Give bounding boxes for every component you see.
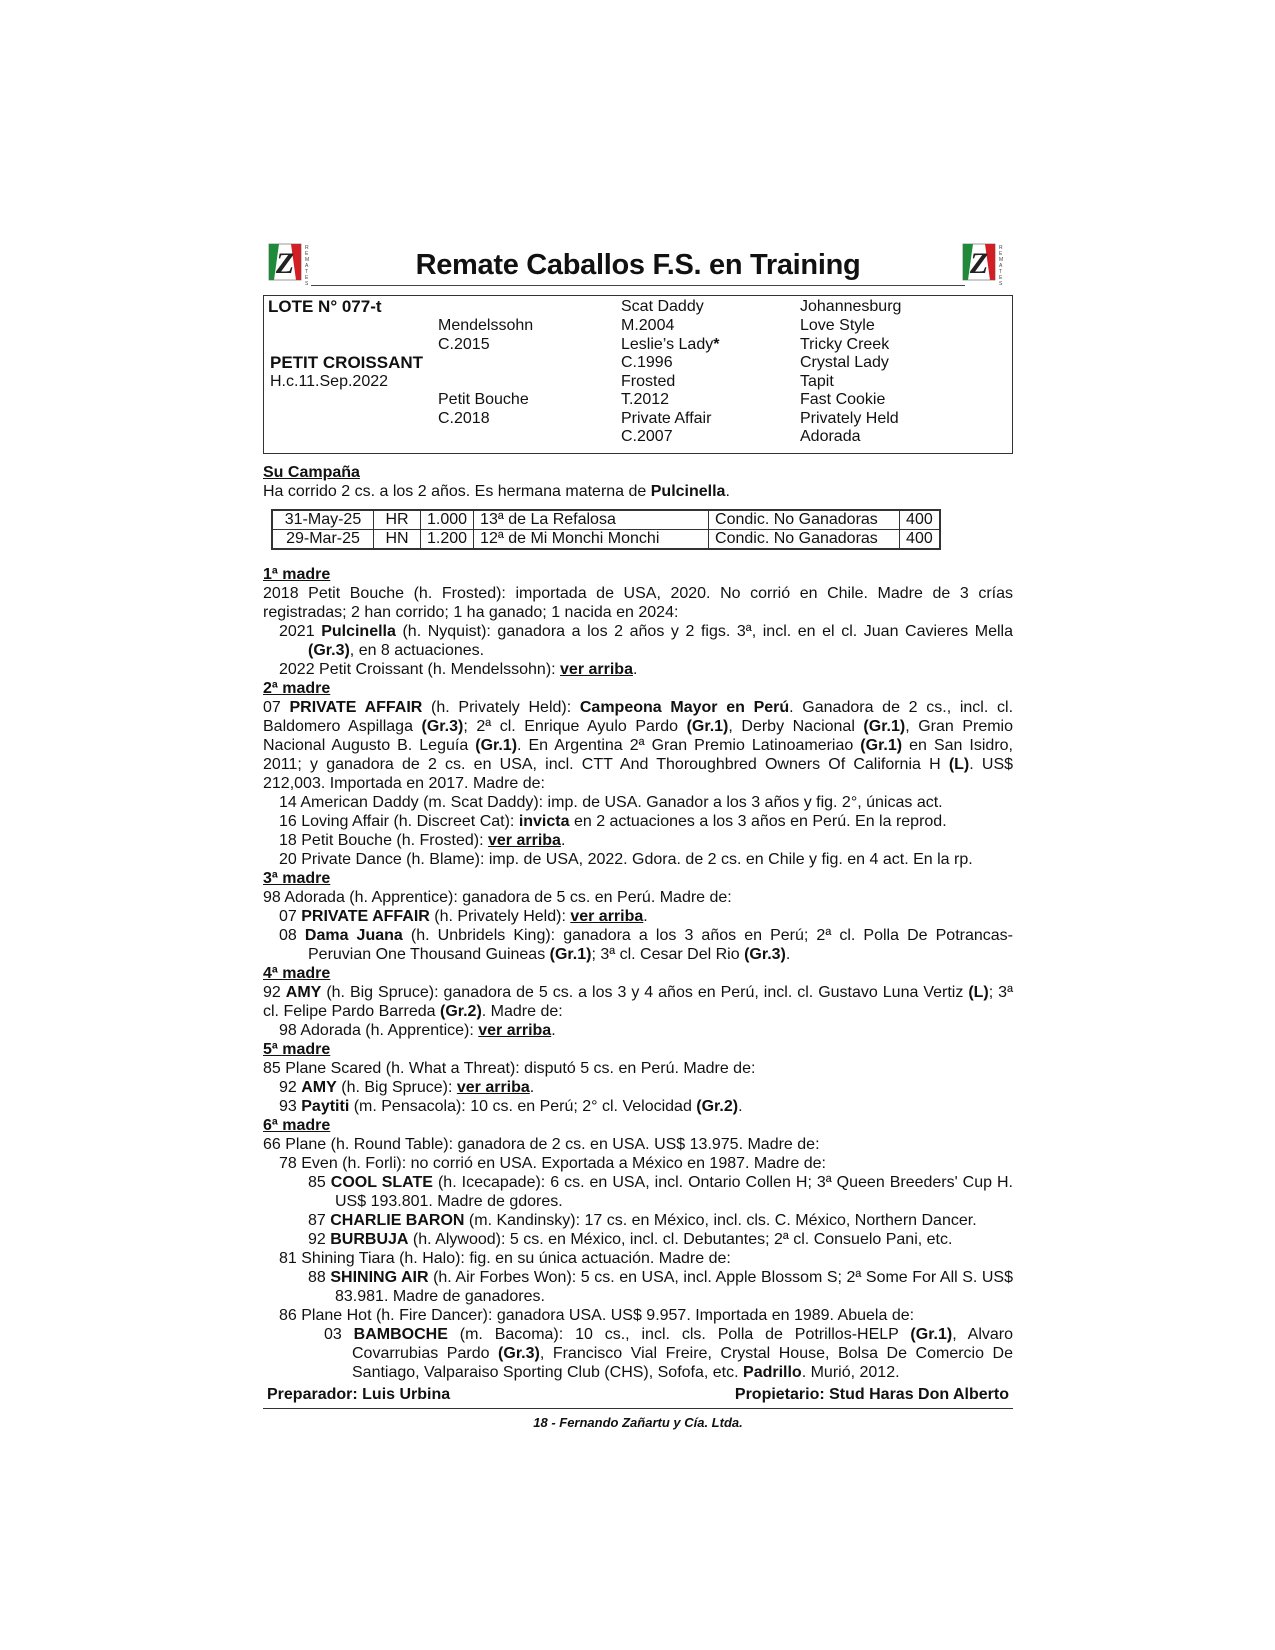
sixth-dam-heading: 6ª madre (263, 1117, 331, 1134)
svg-text:S: S (305, 281, 309, 286)
list-item: 86 Plane Hot (h. Fire Dancer): ganadora USA. US$ 9.957. Importada en 1989. Abuela de: (279, 1307, 915, 1324)
trainer: Preparador: Luis Urbina (267, 1386, 451, 1403)
fourth-dam-heading: 4ª madre (263, 965, 331, 982)
list-item: 85 COOL SLATE (h. Icecapade): 6 cs. en USA, incl. Ontario Collen H; 3ª Queen Breeders' Cup H. US$ 193.801. Madre de gdores. (308, 1174, 1014, 1210)
race-distance: 1.000 (421, 510, 474, 530)
svg-text:R: R (999, 245, 1003, 251)
svg-text:M: M (999, 257, 1003, 263)
second-dam-text: 07 PRIVATE AFFAIR (h. Privately Held): Campeona Mayor en Perú. Ganadora de 2 cs., incl. cl. Baldomero Aspillaga (Gr.3); 2ª cl. Enrique Ayulo Pardo (Gr.1), Derby Nacional (Gr.1), Gran Premio Nacional Augusto B. Leguía (Gr.1). En Argentina 2ª Gran Premio Latinoameriao (Gr.1) en San Isidro, 2011; y ganadora de 2 cs. en USA, incl. CTT And Thoroughbred Owners Of California H (L). US$ 212,003. Importada en 2017. Madre de: (263, 699, 1014, 792)
race-value: 400 (900, 530, 940, 550)
svg-text:T: T (305, 269, 309, 275)
dam-dam-info: C.2007 (621, 428, 673, 445)
table-row (272, 510, 940, 530)
list-item: 92 BURBUJA (h. Alywood): 5 cs. en México, incl. cl. Debutantes; 2ª cl. Consuelo Pani, etc. (308, 1231, 953, 1248)
race-track: HN (374, 530, 421, 550)
race-result: 13ª de La Refalosa (474, 510, 709, 530)
pedigree-box (263, 295, 1013, 454)
list-item: 78 Even (h. Forli): no corrió en USA. Exportada a México en 1987. Madre de: (279, 1155, 826, 1172)
second-dam-section (263, 679, 1013, 869)
horse-info: H.c.11.Sep.2022 (270, 373, 389, 390)
dam-dam: Private Affair (621, 410, 712, 427)
svg-text:A: A (999, 263, 1003, 269)
great-grandparent: Love Style (800, 317, 875, 334)
zanartu-logo-left (265, 240, 309, 286)
list-item: 08 Dama Juana (h. Unbridels King): ganadora a los 3 años en Perú; 2ª cl. Polla De Potrancas-Peruvian One Thousand Guineas (Gr.1); 3ª cl. Cesar Del Rio (Gr.3). (279, 927, 1014, 963)
fifth-dam-text: 85 Plane Scared (h. What a Threat): disputó 5 cs. en Perú. Madre de: (263, 1060, 756, 1077)
dam-sire-info: T.2012 (621, 391, 670, 408)
sire-sire: Scat Daddy (621, 298, 704, 315)
list-item: 03 BAMBOCHE (m. Bacoma): 10 cs., incl. cls. Polla de Potrillos-HELP (Gr.1), Alvaro Covarrubias Pardo (Gr.3), Francisco Vial Freire, Crystal House, Bolsa De Comercio De Santiago, Valparaiso Sporting Club (CHS), Sofofa, etc. Padrillo. Murió, 2012. (324, 1326, 1014, 1381)
list-item: 98 Adorada (h. Apprentice): ver arriba. (279, 1022, 556, 1039)
list-item: 88 SHINING AIR (h. Air Forbes Won): 5 cs. en USA, incl. Apple Blossom S; 2ª Some For All S. US$ 83.981. Madre de ganadores. (308, 1269, 1014, 1305)
sire-dam: Leslie’s Lady* (621, 336, 720, 353)
sixth-dam-section (263, 1116, 1013, 1382)
svg-text:Z: Z (969, 247, 989, 280)
list-item: 87 CHARLIE BARON (m. Kandinsky): 17 cs. en México, incl. cls. C. México, Northern Dancer. (308, 1212, 977, 1229)
list-item: 92 AMY (h. Big Spruce): ver arriba. (279, 1079, 535, 1096)
sire: Mendelssohn (438, 317, 534, 334)
race-date: 29-Mar-25 (272, 530, 374, 550)
sire-sire-info: M.2004 (621, 317, 675, 334)
svg-text:E: E (999, 251, 1003, 257)
third-dam-section (263, 869, 1013, 964)
page-title: Remate Caballos F.S. en Training (415, 249, 861, 281)
sire-dam-info: C.1996 (621, 354, 673, 371)
great-grandparent: Johannesburg (800, 298, 902, 315)
race-value: 400 (900, 510, 940, 530)
svg-text:T: T (999, 269, 1003, 275)
great-grandparent: Privately Held (800, 410, 899, 427)
list-item: 14 American Daddy (m. Scat Daddy): imp. de USA. Ganador a los 3 años y fig. 2°, únicas act. (279, 794, 943, 811)
svg-text:E: E (305, 275, 309, 281)
great-grandparent: Tapit (800, 373, 834, 390)
campaign-section (263, 463, 1013, 550)
fifth-dam-section (263, 1040, 1013, 1116)
race-date: 31-May-25 (272, 510, 374, 530)
footer-divider (263, 1408, 1013, 1409)
catalog-page (263, 240, 1013, 1432)
svg-text:E: E (999, 275, 1003, 281)
list-item: 20 Private Dance (h. Blame): imp. de USA, 2022. Gdora. de 2 cs. en Chile y fig. en 4 act. En la rp. (279, 851, 973, 868)
list-item: 93 Paytiti (m. Pensacola): 10 cs. en Perú; 2° cl. Velocidad (Gr.2). (279, 1098, 743, 1115)
race-track: HR (374, 510, 421, 530)
dam-sire: Frosted (621, 373, 676, 390)
fifth-dam-heading: 5ª madre (263, 1041, 331, 1058)
great-grandparent: Adorada (800, 428, 861, 445)
horse-name: PETIT CROISSANT (270, 353, 424, 372)
svg-text:R: R (305, 245, 309, 251)
list-item: 07 PRIVATE AFFAIR (h. Privately Held): ver arriba. (279, 908, 648, 925)
campaign-text: Ha corrido 2 cs. a los 2 años. Es hermana materna de Pulcinella. (263, 483, 730, 500)
first-dam-heading: 1ª madre (263, 566, 331, 583)
sixth-dam-text: 66 Plane (h. Round Table): ganadora de 2 cs. en USA. US$ 13.975. Madre de: (263, 1136, 820, 1153)
svg-text:A: A (305, 263, 309, 269)
title-underline (311, 285, 965, 286)
race-distance: 1.200 (421, 530, 474, 550)
race-condition: Condic. No Ganadoras (709, 530, 900, 550)
races-table (271, 509, 941, 550)
svg-text:M: M (305, 257, 309, 263)
race-condition: Condic. No Ganadoras (709, 510, 900, 530)
lot-number: LOTE N° 077-t (268, 297, 382, 316)
dam-info: C.2018 (438, 410, 490, 427)
owner: Propietario: Stud Haras Don Alberto (734, 1386, 1009, 1403)
svg-text:Z: Z (275, 247, 295, 280)
sire-info: C.2015 (438, 336, 490, 353)
header (263, 240, 1013, 292)
svg-text:E: E (305, 251, 309, 257)
zanartu-logo-right (959, 240, 1003, 286)
fourth-dam-text: 92 AMY (h. Big Spruce): ganadora de 5 cs. a los 3 y 4 años en Perú, incl. cl. Gustavo Luna Vertiz (L); 3ª cl. Felipe Pardo Barreda (Gr.2). Madre de: (263, 984, 1014, 1020)
first-dam-text: 2018 Petit Bouche (h. Frosted): importada de USA, 2020. No corrió en Chile. Madre de 3 crías registradas; 2 han corrido; 1 ha ganado; 1 nacida en 2024: (263, 585, 1013, 621)
list-item: 2022 Petit Croissant (h. Mendelssohn): ver arriba. (279, 661, 638, 678)
great-grandparent: Tricky Creek (800, 336, 890, 353)
list-item: 81 Shining Tiara (h. Halo): fig. en su única actuación. Madre de: (279, 1250, 731, 1267)
list-item: 2021 Pulcinella (h. Nyquist): ganadora a los 2 años y 2 figs. 3ª, incl. en el cl. Juan Cavieres Mella (Gr.3), en 8 actuaciones. (279, 623, 1013, 659)
dam: Petit Bouche (438, 391, 529, 408)
list-item: 18 Petit Bouche (h. Frosted): ver arriba. (279, 832, 566, 849)
svg-text:S: S (999, 281, 1003, 286)
list-item: 16 Loving Affair (h. Discreet Cat): invicta en 2 actuaciones a los 3 años en Perú. En la reprod. (279, 813, 947, 830)
campaign-heading: Su Campaña (263, 464, 360, 481)
third-dam-heading: 3ª madre (263, 870, 331, 887)
race-result: 12ª de Mi Monchi Monchi (474, 530, 709, 550)
page-footer: 18 - Fernando Zañartu y Cía. Ltda. (533, 1415, 743, 1430)
third-dam-text: 98 Adorada (h. Apprentice): ganadora de 5 cs. en Perú. Madre de: (263, 889, 732, 906)
first-dam-section (263, 565, 1013, 679)
great-grandparent: Crystal Lady (800, 354, 889, 371)
great-grandparent: Fast Cookie (800, 391, 886, 408)
fourth-dam-section (263, 964, 1013, 1040)
table-row (272, 530, 940, 550)
footer-row (263, 1382, 1013, 1406)
second-dam-heading: 2ª madre (263, 680, 331, 697)
